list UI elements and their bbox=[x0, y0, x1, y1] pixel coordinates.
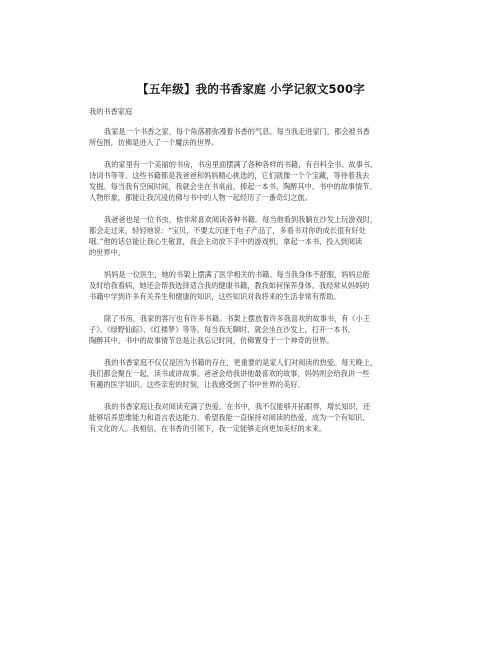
paragraph bbox=[89, 214, 415, 258]
paragraph-line: 妈妈是一位医生，她的书架上摆满了医学相关的书籍。每当我身体不舒服，妈妈总能 bbox=[104, 270, 370, 279]
paragraph-line: 陶醉其中。书中的故事情节总是让我忘记时间，仿佛置身于一个神奇的世界。 bbox=[89, 336, 334, 345]
paragraph-line: 诗词书等等。这些书籍都是我爸爸和妈妈精心挑选的，它们就像一个个宝藏，等待着我去 bbox=[89, 171, 370, 180]
paragraph-line: 发掘。每当我有空闲时间，我就会坐在书桌前，捧起一本书，陶醉其中。书中的故事情节、 bbox=[89, 182, 377, 191]
paragraph-line: 我家是一个书香之家，每个角落都弥漫着书香的气息。每当我走进家门，都会被书香 bbox=[104, 127, 370, 136]
paragraph-line: 哦。”他的话总能让我心生敬意，我会主动放下手中的游戏机，拿起一本书，投入到阅读 bbox=[89, 237, 363, 246]
paragraph bbox=[89, 269, 415, 302]
paragraph-line: 人物形象，都能让我沉浸仿佛与书中的人物一起经历了一番奇幻之旅。 bbox=[89, 193, 312, 202]
paragraph bbox=[89, 126, 415, 148]
paragraph-line: 子》、《绿野仙踪》、《红楼梦》等等。每当我无聊时，就会坐在沙发上，打开一本书， bbox=[89, 325, 355, 334]
document-subtitle: 我的书香家庭 bbox=[89, 107, 133, 116]
paragraph bbox=[89, 159, 415, 203]
paragraph bbox=[89, 313, 415, 346]
paragraph-line: 有趣的医学知识。这些亲密的时刻，让我感受到了书中世界的美好。 bbox=[89, 380, 305, 389]
paragraph-line: 我爸爸也是一位书虫，他非常喜欢阅读各种书籍。每当他看到我躺在沙发上玩游戏时， bbox=[104, 215, 378, 224]
paragraph-line: 我的家里有一个美丽的书房，书房里面摆满了各种各样的书籍，有百科全书、故事书、 bbox=[104, 160, 378, 169]
paragraph-line: 的世界中。 bbox=[89, 248, 125, 257]
paragraph-list bbox=[89, 126, 415, 434]
paragraph-line: 有文化的人。我相信，在书香的引领下，我一定能够走向更加美好的未来。 bbox=[89, 424, 327, 433]
paragraph-line: 及时给我看病，她还会帮我选择适合我的健康书籍，教我如何保养身体。我经常从妈妈的 bbox=[89, 281, 370, 290]
paragraph-line: 都会走过来，轻轻地说：“宝贝，不要太沉迷于电子产品了，多看书对你的成长很有好处 bbox=[89, 226, 366, 235]
paragraph-line: 书籍中学到许多有关养生和健康的知识，这些知识对我将来的生活非常有帮助。 bbox=[89, 292, 341, 301]
document-body bbox=[89, 106, 415, 445]
document-title: 【五年级】我的书香家庭 小学记叙文500字 bbox=[137, 82, 365, 96]
paragraph-line: 除了书房，我家的客厅也有许多书籍。书架上摆放着许多我喜欢的故事书，有《小王 bbox=[104, 314, 370, 323]
paragraph-line: 所包围，仿佛是进入了一个魔法的世界。 bbox=[89, 138, 219, 147]
paragraph-line: 能够培养思维能力和语言表达能力。希望我能一直保持对阅读的热爱，成为一个有知识、 bbox=[89, 413, 370, 422]
paragraph-line: 我的书香家庭让我对阅读充满了热爱。在书中，我不仅能够开拓眼界，增长知识，还 bbox=[104, 402, 370, 411]
paragraph bbox=[89, 357, 415, 390]
paragraph-line: 我们都会聚在一起，读书或讲故事。爸爸会给我讲他最喜欢的故事，妈妈则会给我讲一些 bbox=[89, 369, 370, 378]
paragraph-line: 我的书香家庭不仅仅是因为书籍的存在，更重要的是家人们对阅读的热爱。每天晚上， bbox=[104, 358, 378, 367]
paragraph bbox=[89, 401, 415, 434]
